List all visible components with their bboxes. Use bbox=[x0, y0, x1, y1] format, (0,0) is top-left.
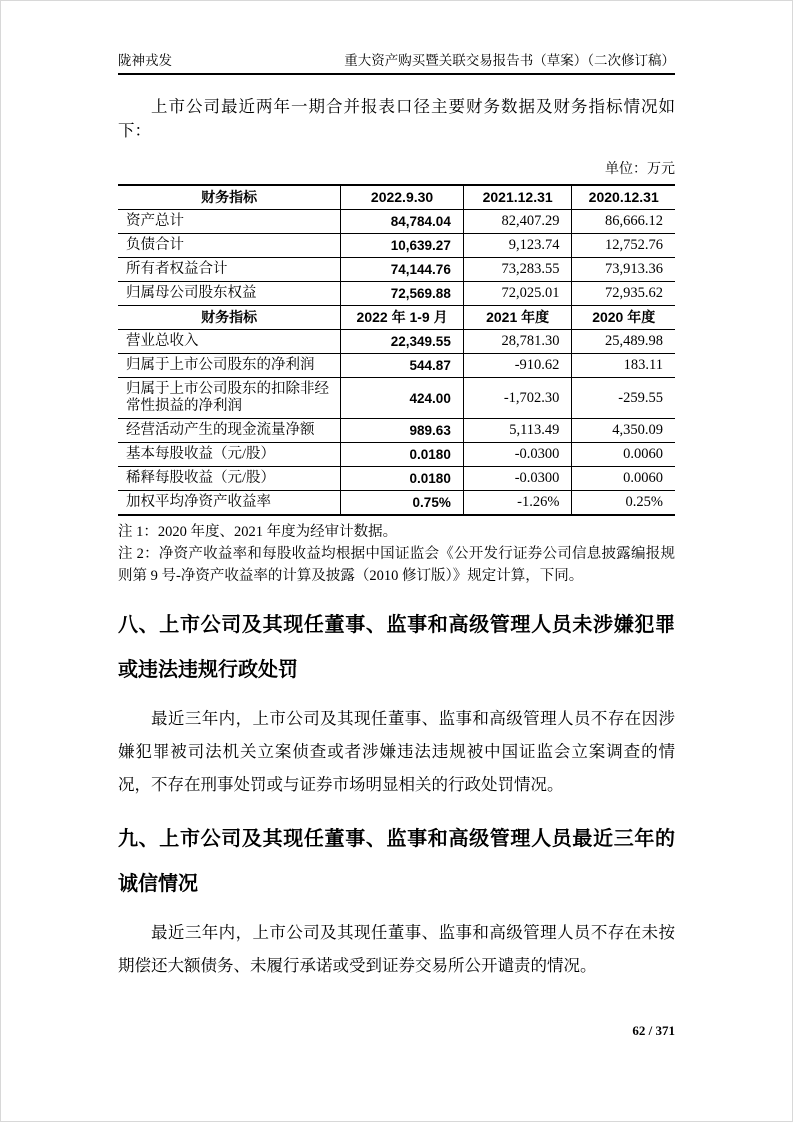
page-content bbox=[1, 1, 792, 982]
value-2020: 25,489.98 bbox=[572, 330, 675, 354]
row-label: 经营活动产生的现金流量净额 bbox=[118, 419, 341, 443]
value-2020: 0.0060 bbox=[572, 467, 675, 491]
table-row-total-equity bbox=[118, 258, 675, 282]
value-2022: 10,639.27 bbox=[341, 234, 464, 258]
value-2021: 28,781.30 bbox=[463, 330, 572, 354]
value-2021: 9,123.74 bbox=[463, 234, 572, 258]
value-2022: 989.63 bbox=[341, 419, 464, 443]
row-label: 营业总收入 bbox=[118, 330, 341, 354]
financial-indicators-table bbox=[118, 184, 675, 516]
header-cell: 2022.9.30 bbox=[341, 185, 464, 210]
section-8-heading: 八、上市公司及其现任董事、监事和高级管理人员未涉嫌犯罪或违法违规行政处罚 bbox=[118, 614, 675, 681]
row-label: 资产总计 bbox=[118, 210, 341, 234]
header-cell: 财务指标 bbox=[118, 306, 341, 330]
value-2021: -0.0300 bbox=[463, 467, 572, 491]
value-2020: 73,913.36 bbox=[572, 258, 675, 282]
value-2022: 74,144.76 bbox=[341, 258, 464, 282]
table-row-basic-eps bbox=[118, 443, 675, 467]
table-header-row-income bbox=[118, 306, 675, 330]
value-2021: 73,283.55 bbox=[463, 258, 572, 282]
row-label: 归属于上市公司股东的净利润 bbox=[118, 354, 341, 378]
value-2020: 86,666.12 bbox=[572, 210, 675, 234]
row-label: 归属于上市公司股东的扣除非经常性损益的净利润 bbox=[118, 378, 341, 419]
table-row-net-profit bbox=[118, 354, 675, 378]
row-label: 稀释每股收益（元/股） bbox=[118, 467, 341, 491]
table-header-row-balance bbox=[118, 185, 675, 210]
table-row-total-liabilities bbox=[118, 234, 675, 258]
page-number: 62 / 371 bbox=[632, 1023, 675, 1038]
running-header bbox=[118, 53, 675, 75]
header-report-title: 重大资产购买暨关联交易报告书（草案）（二次修订稿） bbox=[344, 53, 675, 68]
table-row-net-profit-excl-nonrecurring bbox=[118, 378, 675, 419]
header-cell: 2021 年度 bbox=[463, 306, 572, 330]
value-2021: -1,702.30 bbox=[463, 378, 572, 419]
value-2021: -0.0300 bbox=[463, 443, 572, 467]
value-2022: 544.87 bbox=[341, 354, 464, 378]
section-8-paragraph: 最近三年内，上市公司及其现任董事、监事和高级管理人员不存在因涉嫌犯罪被司法机关立案侦查或者涉嫌违法违规被中国证监会立案调查的情况，不存在刑事处罚或与证券市场明显相关的行政处罚情况。 bbox=[118, 709, 675, 794]
table-row-parent-equity bbox=[118, 282, 675, 306]
unit-label: 单位：万元 bbox=[605, 162, 675, 177]
table-row-total-revenue bbox=[118, 330, 675, 354]
table-row-total-assets bbox=[118, 210, 675, 234]
value-2020: -259.55 bbox=[572, 378, 675, 419]
value-2021: -1.26% bbox=[463, 491, 572, 516]
row-label: 归属母公司股东权益 bbox=[118, 282, 341, 306]
row-label: 加权平均净资产收益率 bbox=[126, 494, 271, 510]
value-2022: 424.00 bbox=[341, 378, 464, 419]
value-2021: 72,025.01 bbox=[463, 282, 572, 306]
header-cell: 2020.12.31 bbox=[572, 185, 675, 210]
value-2021: -910.62 bbox=[463, 354, 572, 378]
row-label: 负债合计 bbox=[118, 234, 341, 258]
header-cell: 2022 年 1-9 月 bbox=[341, 306, 464, 330]
header-cell: 财务指标 bbox=[118, 185, 341, 210]
section-9-heading: 九、上市公司及其现任董事、监事和高级管理人员最近三年的诚信情况 bbox=[118, 828, 675, 895]
table-row-operating-cash-flow bbox=[118, 419, 675, 443]
row-label: 基本每股收益（元/股） bbox=[118, 443, 341, 467]
value-2022: 22,349.55 bbox=[341, 330, 464, 354]
intro-paragraph: 上市公司最近两年一期合并报表口径主要财务数据及财务指标情况如下： bbox=[118, 97, 675, 140]
value-2020: 0.25% bbox=[572, 491, 675, 516]
header-cell: 2021.12.31 bbox=[463, 185, 572, 210]
section-9-paragraph: 最近三年内，上市公司及其现任董事、监事和高级管理人员不存在未按期偿还大额债务、未履行承诺或受到证券交易所公开谴责的情况。 bbox=[118, 923, 675, 975]
value-2022: 72,569.88 bbox=[341, 282, 464, 306]
note-2: 注 2：净资产收益率和每股收益均根据中国证监会《公开发行证券公司信息披露编报规则第 9 号-净资产收益率的计算及披露（2010 修订版）》规定计算，下同。 bbox=[118, 546, 675, 584]
row-label: 所有者权益合计 bbox=[118, 258, 341, 282]
value-2022: 0.0180 bbox=[341, 443, 464, 467]
value-2022: 0.75% bbox=[341, 491, 464, 516]
value-2020: 12,752.76 bbox=[572, 234, 675, 258]
table-row-diluted-eps bbox=[118, 467, 675, 491]
header-company-name: 陇神戎发 bbox=[118, 53, 172, 68]
value-2022: 84,784.04 bbox=[341, 210, 464, 234]
value-2020: 72,935.62 bbox=[572, 282, 675, 306]
table-notes bbox=[118, 521, 675, 587]
header-cell: 2020 年度 bbox=[572, 306, 675, 330]
note-1: 注 1：2020 年度、2021 年度为经审计数据。 bbox=[118, 524, 398, 540]
value-2020: 183.11 bbox=[572, 354, 675, 378]
value-2020: 4,350.09 bbox=[572, 419, 675, 443]
value-2022: 0.0180 bbox=[341, 467, 464, 491]
table-row-weighted-avg-roe bbox=[118, 491, 675, 516]
value-2021: 5,113.49 bbox=[463, 419, 572, 443]
value-2020: 0.0060 bbox=[572, 443, 675, 467]
value-2021: 82,407.29 bbox=[463, 210, 572, 234]
